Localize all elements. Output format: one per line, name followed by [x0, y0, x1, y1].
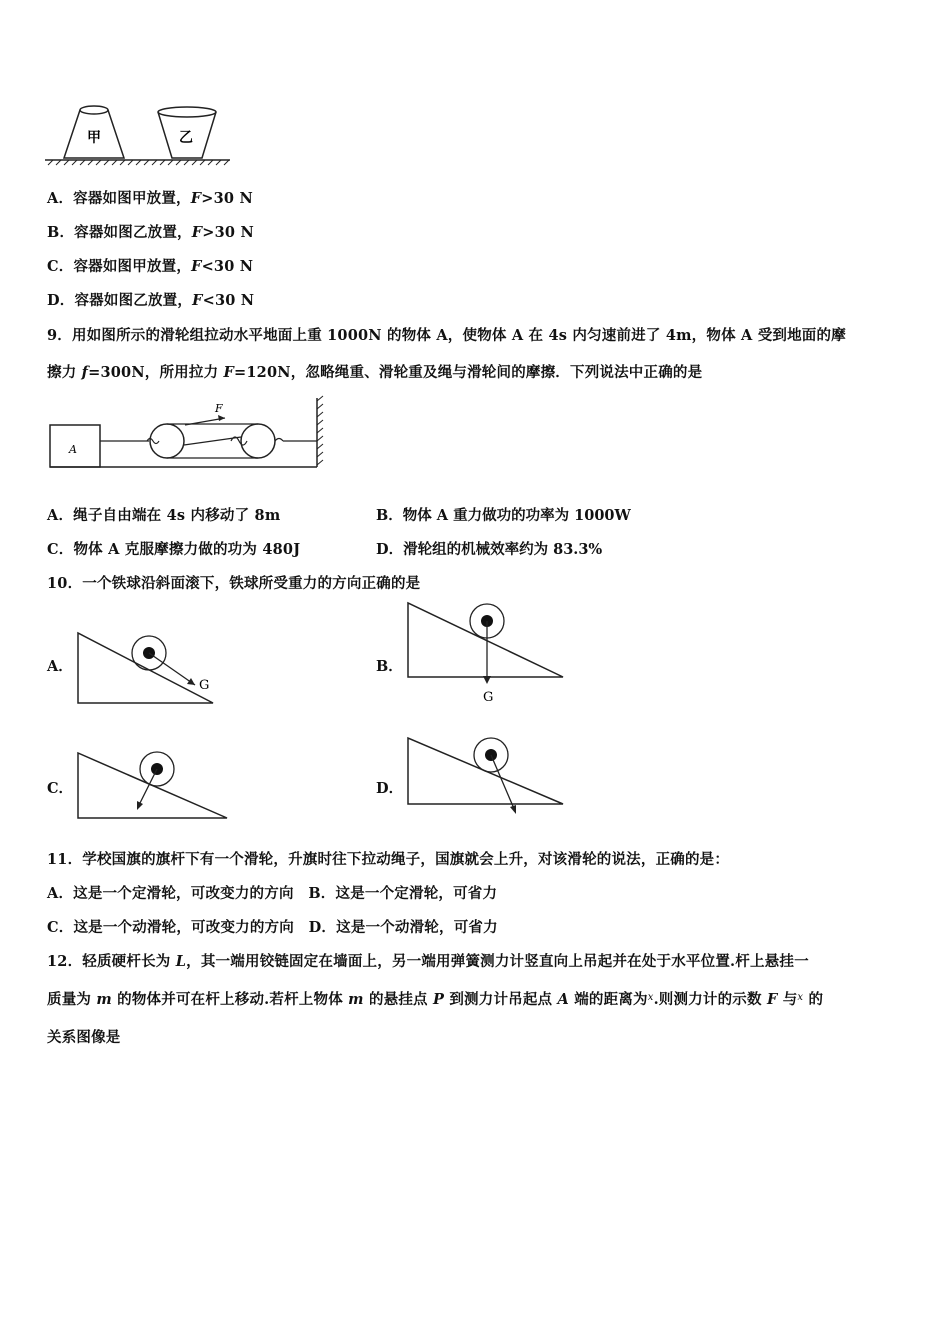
q10-option-d-label[interactable]: D．: [376, 780, 404, 797]
option-letter: B．: [47, 224, 75, 241]
q12-text: 的物体并可在杆上移动.若杆上物体: [111, 991, 349, 1008]
q12-text: 质量为: [47, 991, 97, 1008]
hook-right: [275, 439, 283, 442]
gravity-arrowhead: [510, 805, 516, 814]
gravity-label: G: [483, 690, 494, 705]
q12-var-x: x: [797, 992, 804, 1003]
pulley-right: [241, 424, 275, 458]
q12-text: 到测力计吊起点: [444, 991, 558, 1008]
q9-text: 擦力: [47, 364, 82, 381]
q12-var-F: F: [766, 991, 778, 1008]
option-var: F: [190, 190, 202, 207]
gravity-label: G: [199, 678, 210, 693]
option-var: F: [191, 258, 202, 275]
container-jia-label: 甲: [87, 130, 101, 146]
q9-text: =120N，忽略绳重、滑轮重及绳与滑轮间的摩擦．下列说法中正确的是: [234, 364, 703, 381]
q9-stem-line2: [47, 361, 702, 382]
q12-var-A: A: [557, 991, 569, 1008]
pulley-left: [150, 424, 184, 458]
option-text: 容器如图乙放置，: [74, 292, 193, 309]
rope-loop: [231, 437, 247, 445]
option-rel: >30 N: [201, 190, 253, 207]
q12-stem-line3: 关系图像是: [47, 1029, 121, 1046]
option-letter: C．: [47, 258, 74, 275]
q9-var-f: f: [81, 364, 89, 381]
q11-options-row1[interactable]: A．这是一个定滑轮，可改变力的方向 B．这是一个定滑轮，可省力: [47, 885, 498, 902]
q8-option-d[interactable]: [47, 289, 254, 310]
gravity-arrowhead: [187, 678, 195, 685]
q12-stem-line2: [47, 988, 823, 1009]
q8-option-b[interactable]: [47, 221, 254, 242]
q12-text: .则测力计的示数: [653, 991, 767, 1008]
q12-var-P: P: [433, 991, 445, 1008]
q12-text: ，其一端用铰链固定在墙面上，另一端用弹簧测力计竖直向上吊起并在处于水平位置.杆上悬挂一: [186, 953, 809, 970]
option-text: 容器如图乙放置，: [74, 224, 192, 241]
q12-text: 的: [803, 991, 824, 1008]
q11-stem: 11．学校国旗的旗杆下有一个滑轮，升旗时往下拉动绳子，国旗就会上升，对该滑轮的说法，正确的是：: [47, 851, 730, 868]
q10-figure-d: [405, 735, 570, 820]
q9-text: =300N，所用拉力: [88, 364, 224, 381]
option-text: 容器如图甲放置，: [73, 258, 192, 275]
q9-option-a[interactable]: A．绳子自由端在 4s 内移动了 8m: [47, 507, 281, 524]
q12-text: 端的距离为: [568, 991, 648, 1008]
q12-text: 的悬挂点: [363, 991, 433, 1008]
q8-option-a[interactable]: [47, 187, 253, 208]
q10-figure-b: [405, 600, 570, 705]
q10-figure-c: [75, 745, 240, 825]
force-arrowhead: [218, 415, 225, 421]
option-rel: <30 N: [201, 258, 254, 275]
option-var: F: [191, 224, 203, 241]
q10-stem: 10．一个铁球沿斜面滚下，铁球所受重力的方向正确的是: [47, 575, 421, 592]
q10-option-a-label[interactable]: A．: [47, 658, 73, 675]
container-yi-label: 乙: [179, 130, 193, 146]
option-rel: >30 N: [202, 224, 254, 241]
option-var: F: [192, 292, 203, 309]
q11-options-row2[interactable]: C．这是一个动滑轮，可改变力的方向 D．这是一个动滑轮，可省力: [47, 919, 498, 936]
q10-figure-a: [75, 625, 225, 705]
q9-var-F: F: [223, 364, 235, 381]
option-letter: A．: [47, 190, 74, 207]
q9-option-c[interactable]: C．物体 A 克服摩擦力做的功为 480J: [47, 541, 301, 558]
q9-stem-line1: 9．用如图所示的滑轮组拉动水平地面上重 1000N 的物体 A，使物体 A 在 4s 内匀速前进了 4m，物体 A 受到地面的摩: [47, 327, 846, 344]
q8-container-figure: [40, 100, 240, 170]
incline: [408, 603, 563, 677]
q9-option-b[interactable]: B．物体 A 重力做功的功率为 1000W: [376, 507, 631, 524]
q10-option-c-label[interactable]: C．: [47, 780, 74, 797]
wall-hatch: [317, 396, 323, 465]
gravity-arrow: [491, 755, 515, 811]
option-rel: <30 N: [202, 292, 255, 309]
q8-option-c[interactable]: [47, 255, 253, 276]
force-label: F: [215, 402, 223, 415]
q12-var-m: m: [96, 991, 112, 1008]
q12-var-x: x: [647, 992, 654, 1003]
q12-var-L: L: [175, 953, 187, 970]
option-text: 容器如图甲放置，: [73, 190, 191, 207]
q12-var-m: m: [348, 991, 364, 1008]
option-letter: D．: [47, 292, 75, 309]
q9-option-d[interactable]: D．滑轮组的机械效率约为 83.3%: [376, 541, 603, 558]
q10-option-b-label[interactable]: B．: [376, 658, 403, 675]
q12-text: 12．轻质硬杆长为: [47, 953, 176, 970]
block-a-label: A: [69, 443, 77, 456]
gravity-arrowhead: [483, 676, 491, 684]
q9-pulley-figure: [45, 393, 335, 483]
incline: [78, 633, 213, 703]
q12-text: 与: [777, 991, 798, 1008]
q12-stem-line1: [47, 950, 809, 971]
